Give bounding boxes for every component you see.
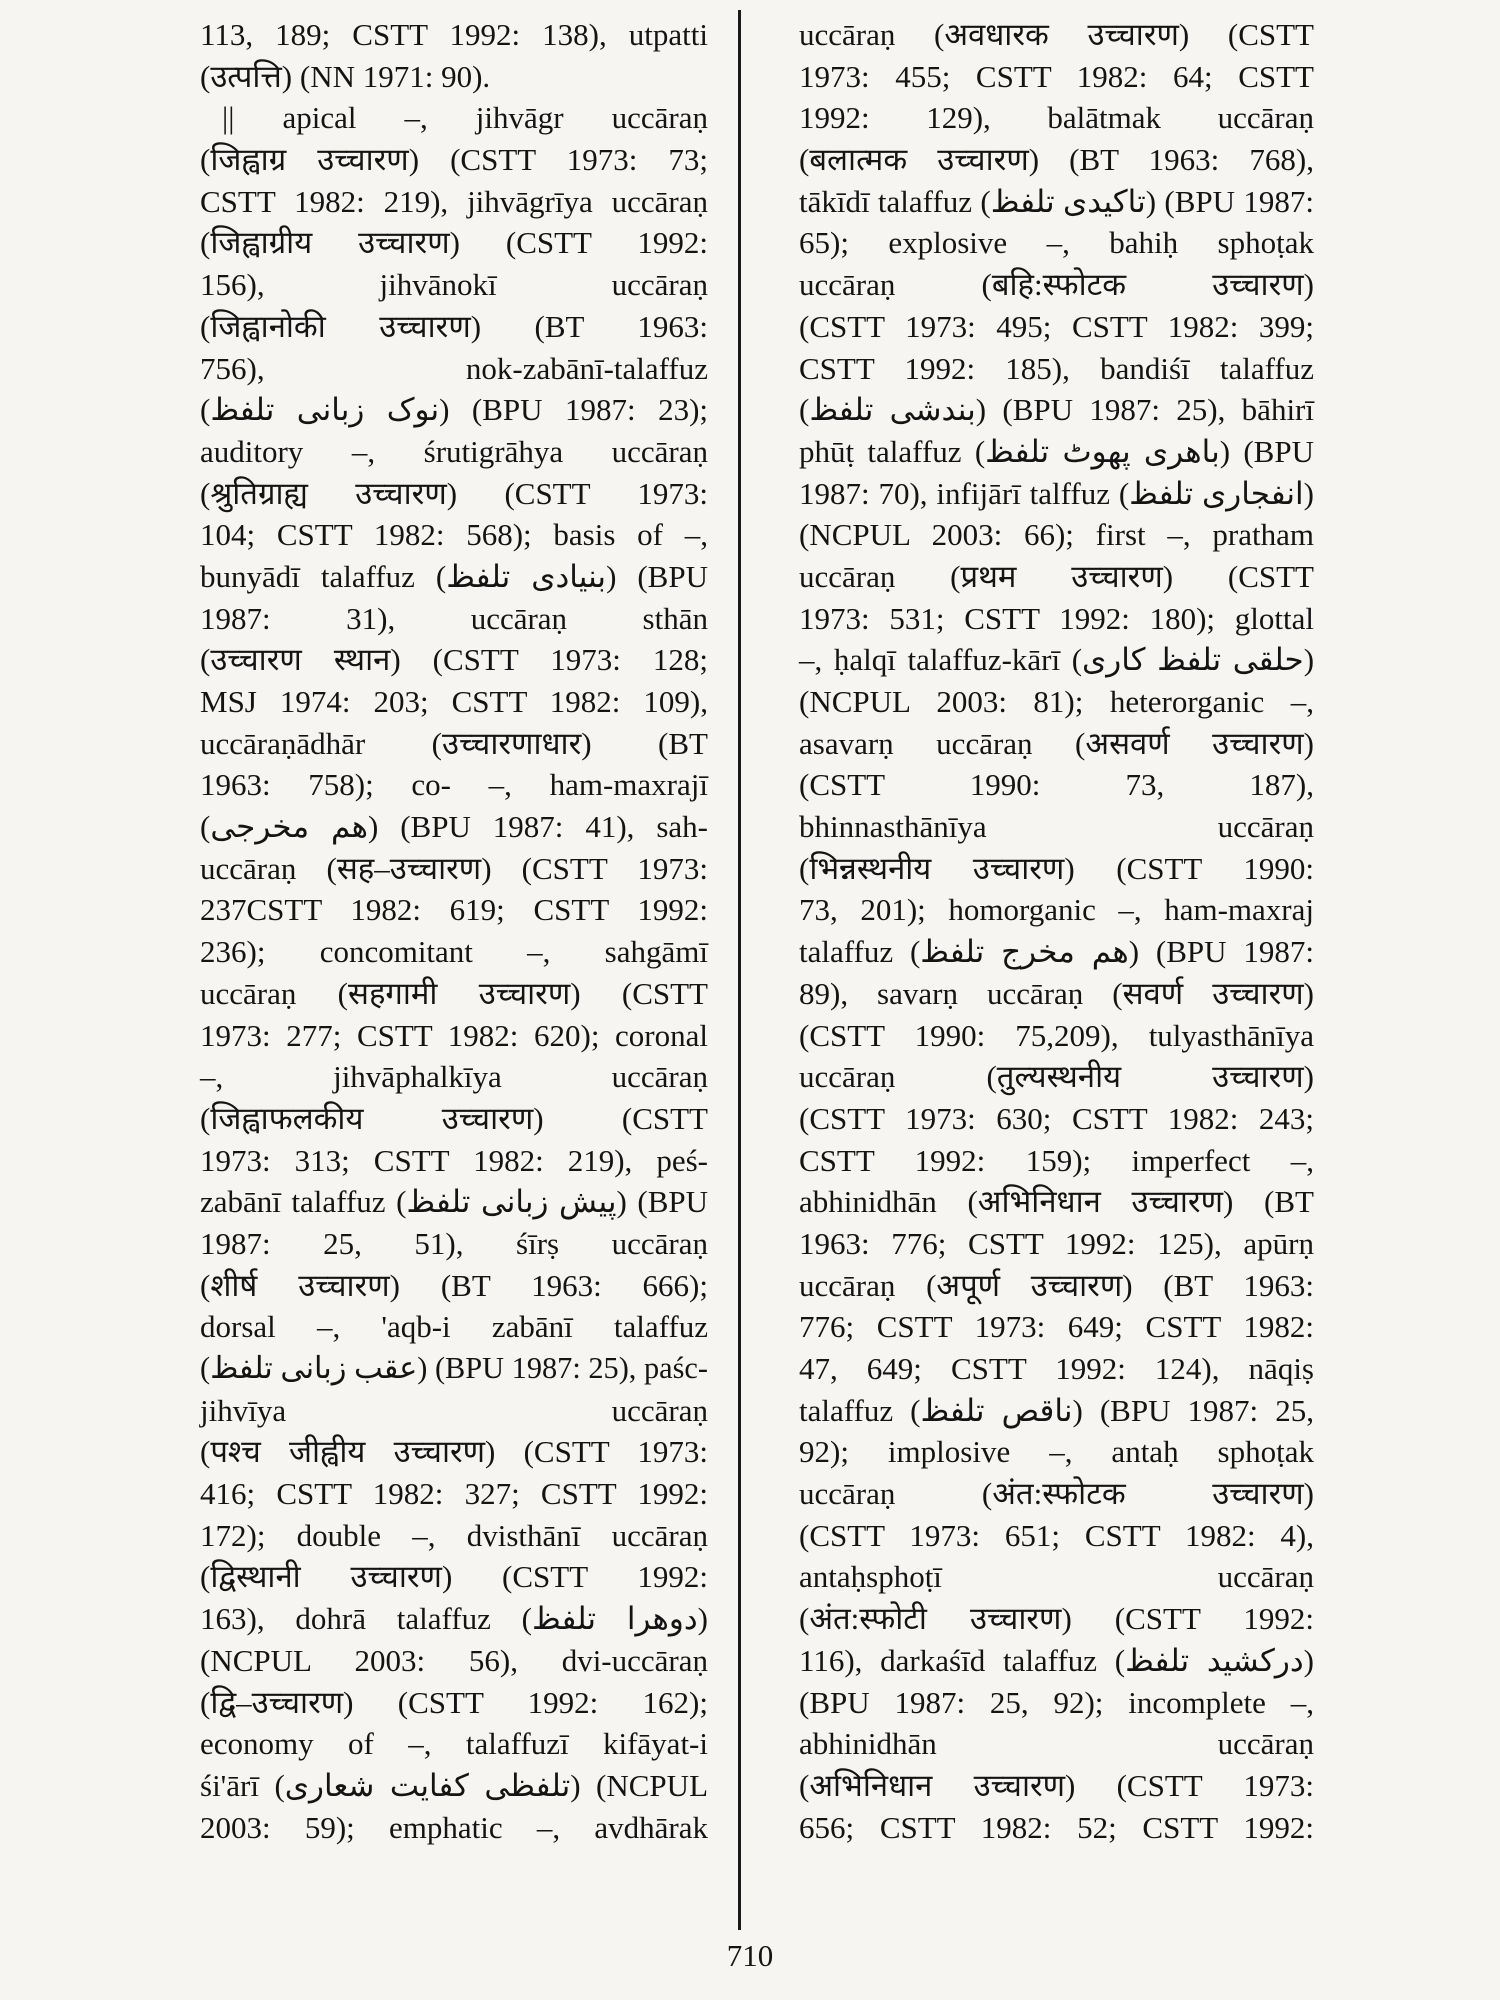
text-line: abhinidhān (अभिनिधान उच्चारण) (BT bbox=[799, 1184, 1314, 1220]
text-line: (NCPUL 2003: 66); first –, pratham bbox=[799, 517, 1314, 553]
text-line: bunyādī talaffuz (بنیادی تلفظ) (BPU bbox=[200, 558, 708, 594]
text-line: 92); implosive –, antaḥ sphoṭak bbox=[799, 1434, 1314, 1470]
text-line: 163), dohrā talaffuz (دوهرا تلفظ) bbox=[200, 1601, 708, 1637]
text-line: (CSTT 1973: 651; CSTT 1982: 4), bbox=[799, 1517, 1314, 1553]
text-line: talaffuz (ناقص تلفظ) (BPU 1987: 25, bbox=[799, 1392, 1314, 1428]
text-line: uccāraṇ (तुल्यस्थनीय उच्चारण) bbox=[799, 1059, 1314, 1095]
text-line: (CSTT 1990: 75,209), tulyasthānīya bbox=[799, 1017, 1314, 1053]
text-line: (जिह्वाग्र उच्चारण) (CSTT 1973: 73; bbox=[200, 142, 708, 178]
text-line: bhinnasthānīya uccāraṇ bbox=[799, 809, 1314, 845]
text-line: CSTT 1992: 159); imperfect –, bbox=[799, 1142, 1314, 1178]
text-line: CSTT 1982: 219), jihvāgrīya uccāraṇ bbox=[200, 183, 708, 219]
text-line: economy of –, talaffuzī kifāyat-i bbox=[200, 1726, 708, 1762]
text-line: MSJ 1974: 203; CSTT 1982: 109), bbox=[200, 684, 708, 719]
text-line: (द्वि–उच्चारण) (CSTT 1992: 162); bbox=[200, 1684, 708, 1720]
text-line: (نوک زبانی تلفظ) (BPU 1987: 23); bbox=[200, 392, 708, 428]
text-line: 156), jihvānokī uccāraṇ bbox=[200, 267, 708, 303]
text-line: uccāraṇ (अंत:स्फोटक उच्चारण) bbox=[799, 1476, 1314, 1512]
text-line: 1973: 313; CSTT 1982: 219), peś- bbox=[200, 1142, 708, 1178]
text-line: asavarṇ uccāraṇ (असवर्ण उच्चारण) bbox=[799, 725, 1314, 761]
text-line: (उच्चारण स्थान) (CSTT 1973: 128; bbox=[200, 642, 708, 678]
text-line: 1973: 455; CSTT 1982: 64; CSTT bbox=[799, 58, 1314, 94]
text-line: (भिन्नस्थनीय उच्चारण) (CSTT 1990: bbox=[799, 850, 1314, 886]
text-line: zabānī talaffuz (پیش زبانی تلفظ) (BPU bbox=[200, 1184, 709, 1220]
text-line: talaffuz (هم مخرج تلفظ) (BPU 1987: bbox=[799, 934, 1314, 970]
text-line: (عقب زبانی تلفظ) (BPU 1987: 25), paśc- bbox=[200, 1351, 708, 1385]
text-line: śi'ārī (تلفظی کفایت شعاری) (NCPUL bbox=[200, 1767, 709, 1803]
text-line: uccāraṇādhār (उच्चारणाधार) (BT bbox=[200, 725, 708, 761]
text-line: uccāraṇ (सह–उच्चारण) (CSTT 1973: bbox=[200, 850, 708, 886]
text-line: uccāraṇ (अपूर्ण उच्चारण) (BT 1963: bbox=[799, 1267, 1314, 1303]
text-line: (CSTT 1973: 495; CSTT 1982: 399; bbox=[799, 308, 1314, 344]
text-line: 776; CSTT 1973: 649; CSTT 1982: bbox=[799, 1309, 1314, 1345]
text-line: tākīdī talaffuz (تاکیدی تلفظ) (BPU 1987: bbox=[799, 183, 1314, 219]
text-line: (जिह्वानोकी उच्चारण) (BT 1963: bbox=[200, 308, 708, 344]
text-line: (NCPUL 2003: 56), dvi-uccāraṇ bbox=[200, 1642, 708, 1678]
text-line: (अंत:स्फोटी उच्चारण) (CSTT 1992: bbox=[799, 1601, 1314, 1637]
text-line: uccāraṇ (अवधारक उच्चारण) (CSTT bbox=[799, 17, 1314, 52]
page-number: 710 bbox=[726, 1938, 774, 1973]
text-line: 2003: 59); emphatic –, avdhārak bbox=[200, 1809, 708, 1845]
left-column bbox=[200, 14, 708, 1848]
text-line: 172); double –, dvisthānī uccāraṇ bbox=[200, 1517, 708, 1553]
text-line: 1992: 129), balātmak uccāraṇ bbox=[799, 100, 1314, 136]
text-line: dorsal –, 'aqb-i zabānī talaffuz bbox=[200, 1309, 708, 1345]
text-line: –, ḥalqī talaffuz-kārī (حلقی تلفظ کاری) bbox=[799, 642, 1315, 678]
text-line: 1963: 776; CSTT 1992: 125), apūrṇ bbox=[799, 1225, 1314, 1261]
text-line: (अभिनिधान उच्चारण) (CSTT 1973: bbox=[799, 1767, 1314, 1803]
right-column bbox=[799, 14, 1314, 1848]
text-line: (द्विस्थानी उच्चारण) (CSTT 1992: bbox=[200, 1559, 708, 1595]
text-line: uccāraṇ (बहि:स्फोटक उच्चारण) bbox=[799, 267, 1314, 303]
text-line: 89), savarṇ uccāraṇ (सवर्ण उच्चारण) bbox=[799, 975, 1314, 1011]
text-line: (CSTT 1990: 73, 187), bbox=[799, 767, 1314, 803]
text-line: || apical –, jihvāgr uccāraṇ bbox=[222, 100, 708, 136]
text-line: 1973: 277; CSTT 1982: 620); coronal bbox=[200, 1017, 708, 1053]
text-line: CSTT 1992: 185), bandiśī talaffuz bbox=[799, 350, 1314, 386]
text-line: 237CSTT 1982: 619; CSTT 1992: bbox=[200, 892, 708, 928]
text-line: jihvīya uccāraṇ bbox=[200, 1392, 708, 1428]
text-line: (जिह्वाग्रीय उच्चारण) (CSTT 1992: bbox=[200, 225, 708, 261]
text-line: 1973: 531; CSTT 1992: 180); glottal bbox=[799, 600, 1314, 636]
text-line: 236); concomitant –, sahgāmī bbox=[200, 934, 708, 970]
text-line: 73, 201); homorganic –, ham-maxraj bbox=[799, 892, 1314, 928]
text-line: uccāraṇ (सहगामी उच्चारण) (CSTT bbox=[200, 975, 708, 1011]
column-divider bbox=[738, 10, 741, 1930]
text-line: abhinidhān uccāraṇ bbox=[799, 1726, 1314, 1762]
text-line: 116), darkaśīd talaffuz (درکشید تلفظ) bbox=[799, 1642, 1314, 1678]
text-line: (जिह्वाफलकीय उच्चारण) (CSTT bbox=[200, 1100, 708, 1136]
text-line: 1987: 31), uccāraṇ sthān bbox=[200, 600, 708, 636]
text-line: 113, 189; CSTT 1992: 138), utpatti bbox=[200, 17, 708, 52]
text-line: –, jihvāphalkīya uccāraṇ bbox=[200, 1059, 708, 1095]
text-line: 416; CSTT 1982: 327; CSTT 1992: bbox=[200, 1476, 708, 1512]
text-line: (NCPUL 2003: 81); heterorganic –, bbox=[799, 684, 1314, 719]
text-line: 656; CSTT 1982: 52; CSTT 1992: bbox=[799, 1809, 1314, 1845]
text-line: 104; CSTT 1982: 568); basis of –, bbox=[200, 517, 708, 553]
text-line: auditory –, śrutigrāhya uccāraṇ bbox=[200, 433, 708, 469]
text-line: (श्रुतिग्राह्य उच्चारण) (CSTT 1973: bbox=[200, 475, 708, 511]
text-line: (بندشی تلفظ) (BPU 1987: 25), bāhirī bbox=[799, 392, 1314, 428]
text-line: 1987: 70), infijārī talffuz (انفجاری تلفظ) bbox=[799, 475, 1314, 511]
text-line: 1963: 758); co- –, ham-maxrajī bbox=[200, 767, 708, 803]
text-line: uccāraṇ (प्रथम उच्चारण) (CSTT bbox=[799, 558, 1314, 594]
text-line: (CSTT 1973: 630; CSTT 1982: 243; bbox=[799, 1100, 1314, 1136]
text-line: (هم مخرجی) (BPU 1987: 41), sah- bbox=[200, 809, 708, 845]
text-line: (शीर्ष उच्चारण) (BT 1963: 666); bbox=[200, 1267, 708, 1303]
text-line: phūṭ talaffuz (باهری پهوٹ تلفظ) (BPU bbox=[799, 433, 1314, 469]
text-line: 756), nok-zabānī-talaffuz bbox=[200, 350, 708, 386]
text-line: antaḥsphoṭī uccāraṇ bbox=[799, 1559, 1314, 1595]
text-line: (पश्च जीह्वीय उच्चारण) (CSTT 1973: bbox=[200, 1434, 708, 1470]
text-line: 65); explosive –, bahiḥ sphoṭak bbox=[799, 225, 1314, 261]
text-line: 1987: 25, 51), śīrṣ uccāraṇ bbox=[200, 1225, 708, 1261]
text-line: 47, 649; CSTT 1992: 124), nāqiṣ bbox=[799, 1351, 1314, 1386]
text-line: (बलात्मक उच्चारण) (BT 1963: 768), bbox=[799, 142, 1314, 178]
text-line: (उत्पत्ति) (NN 1971: 90). bbox=[200, 58, 491, 94]
text-line: (BPU 1987: 25, 92); incomplete –, bbox=[799, 1684, 1314, 1720]
